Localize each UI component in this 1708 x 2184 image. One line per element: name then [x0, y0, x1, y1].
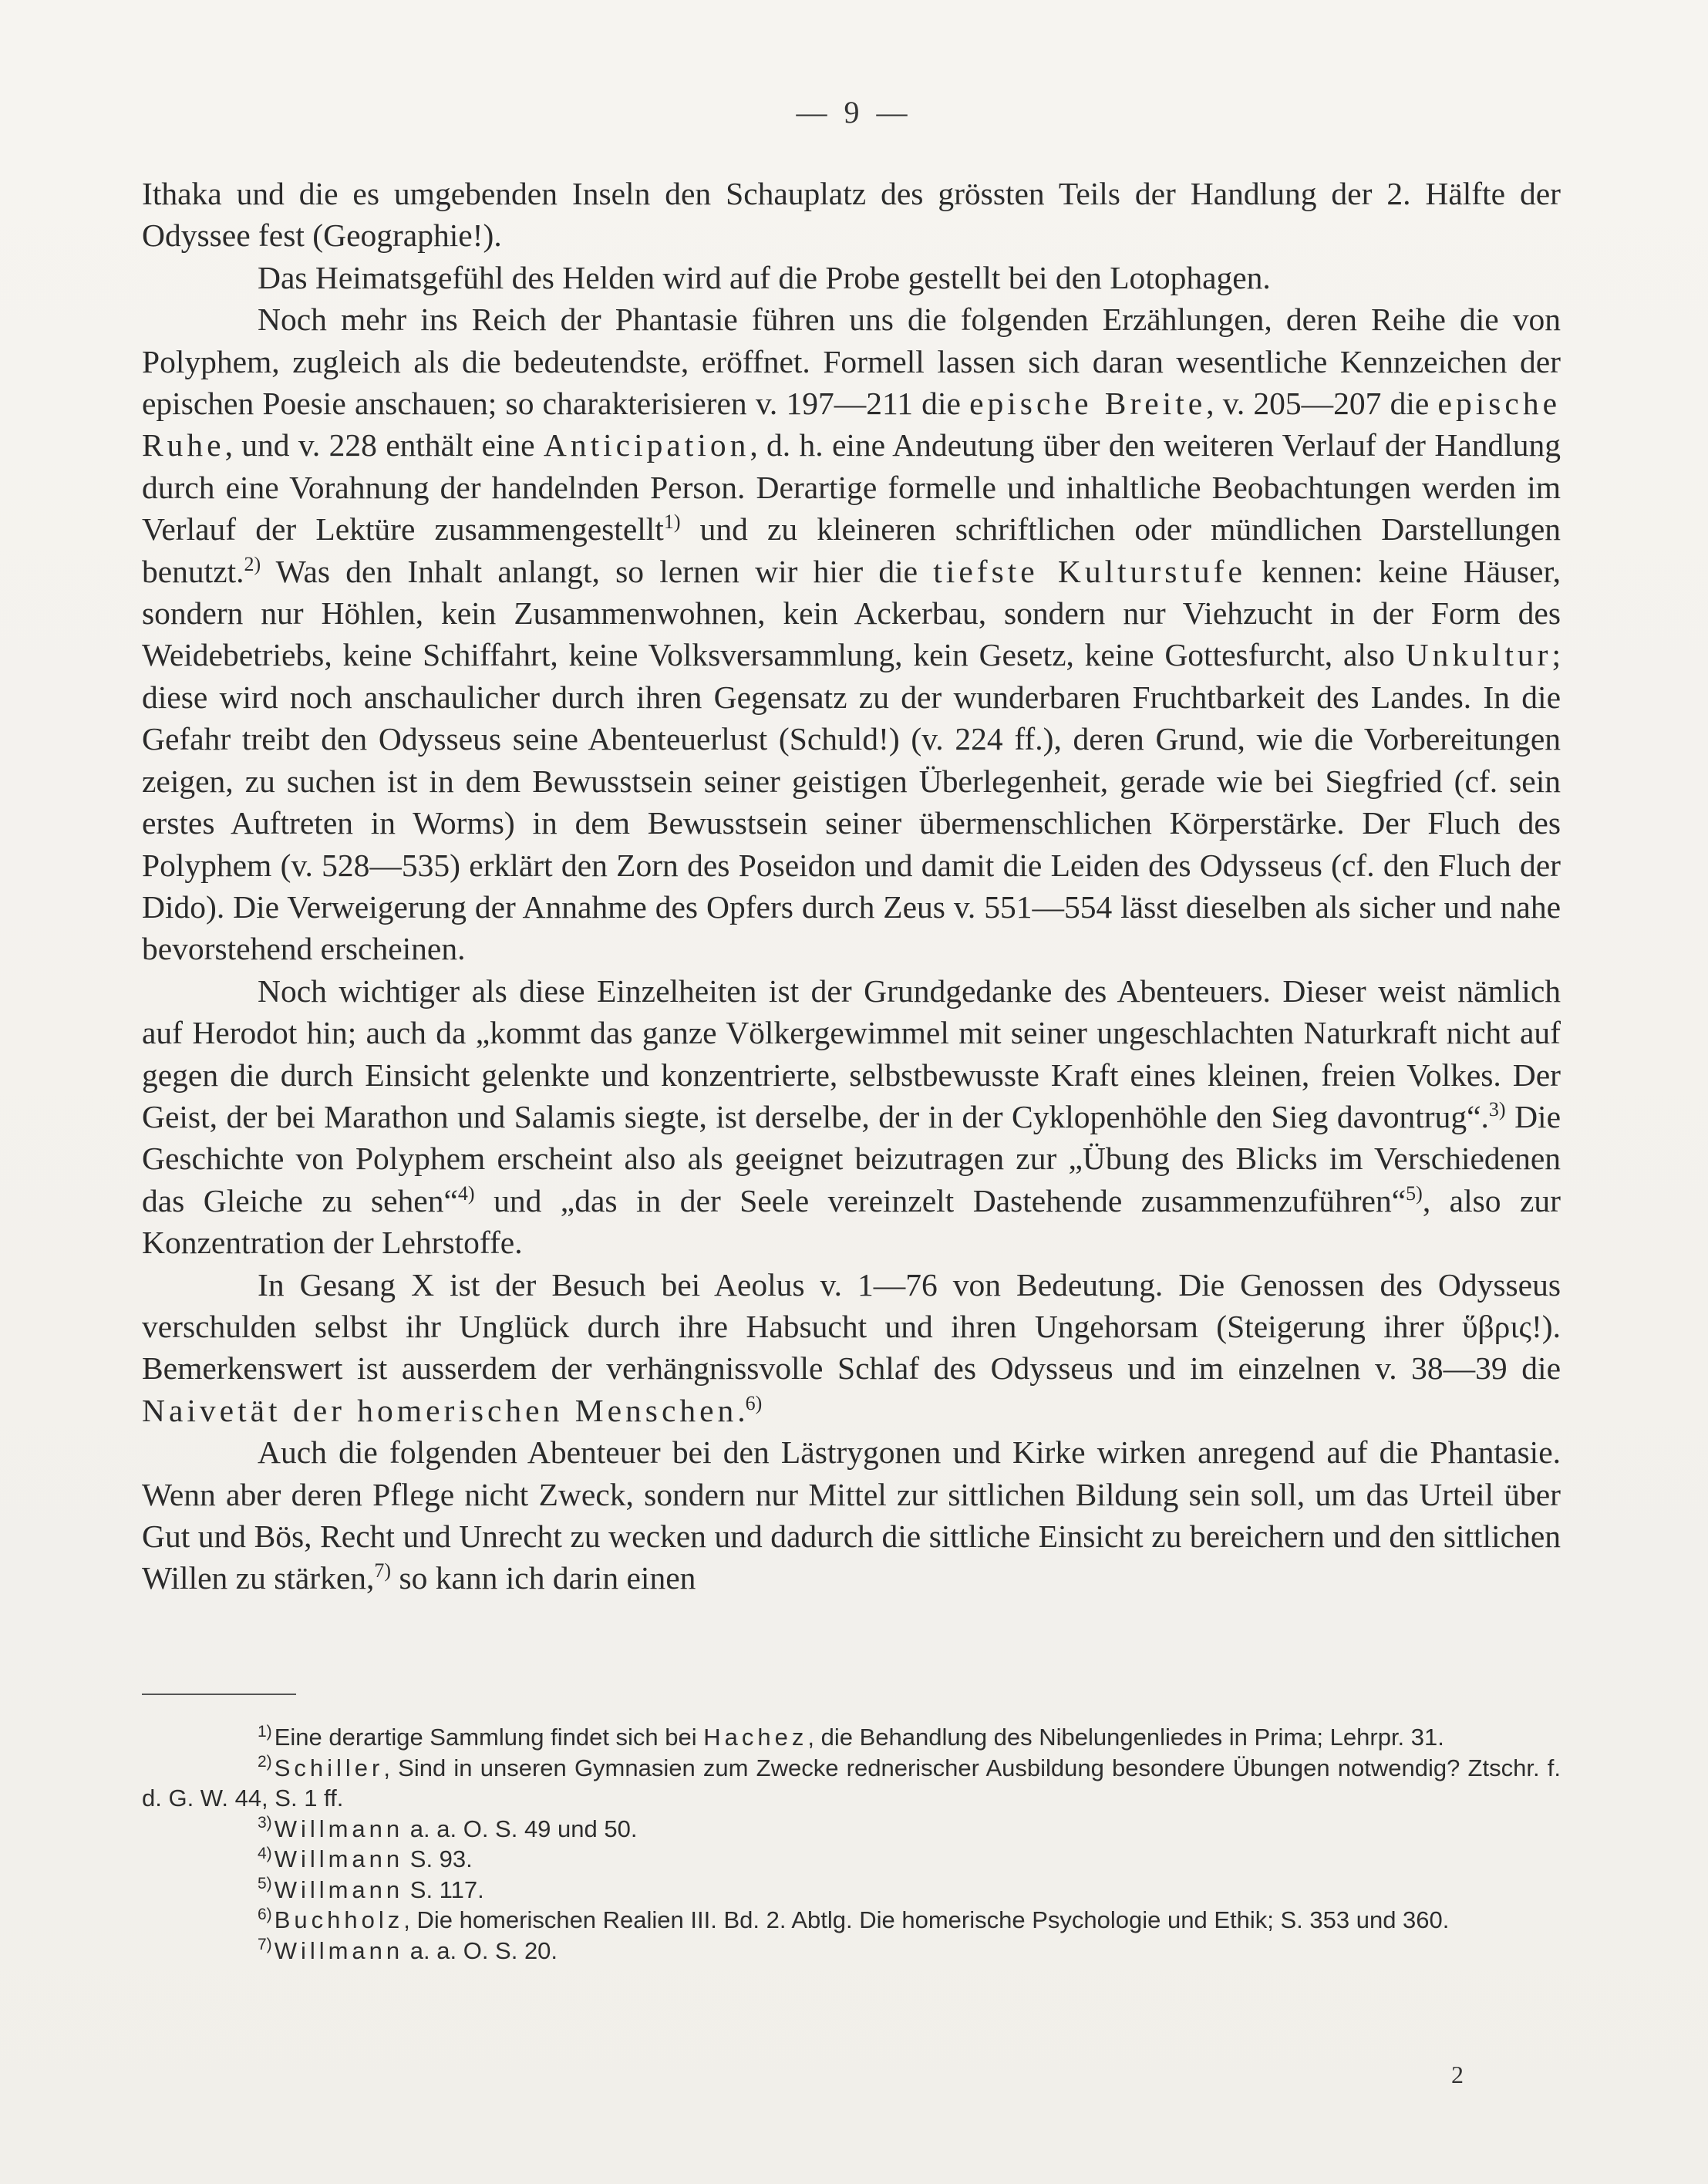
paragraph-p3 — [142, 298, 1561, 970]
text-run: , die Behandlung des Nibelungenliedes in Prima; Lehrpr. 31. — [807, 1724, 1444, 1751]
text-run: , Sind in unseren Gymnasien zum Zwecke rednerischer Ausbildung besondere Übungen notwendig? Ztschr. f. d. G. W. 44, S. 1 ff. — [142, 1754, 1561, 1812]
page-number-top: — 9 — — [796, 95, 912, 130]
text-run: ; diese wird noch anschaulicher durch ihren Gegensatz zu der wunderbaren Fruchtbarkeit des Landes. In die Gefahr treibt den Odysseus seine Abenteuerlust (Schuld!) (v. 224 ff.), deren Grund, wie die Vorbereitungen zeigen, zu suchen ist in dem Bewusstsein seiner geistigen Überlegenheit, gerade wie bei Siegfried (cf. sein erstes Auftreten in Worms) in dem Bewusstsein seiner übermenschlichen Körperstärke. Der Fluch des Polyphem (v. 528—535) erklärt den Zorn des Poseidon und damit die Leiden des Odysseus (cf. den Fluch der Dido). Die Verweigerung der Annahme des Opfers durch Zeus v. 551—554 lässt dieselben als sicher und nahe bevorstehend erscheinen. — [142, 637, 1561, 967]
footnote — [142, 1905, 1561, 1936]
text-run: Eine derartige Sammlung findet sich bei — [274, 1724, 704, 1751]
paragraph-p4 — [142, 970, 1561, 1264]
spaced-emphasis: Unkultur — [1405, 637, 1552, 673]
text-run: Das Heimatsgefühl des Helden wird auf die Probe gestellt bei den Lotophagen. — [258, 259, 1271, 295]
footnote-reference: 6) — [745, 1391, 763, 1414]
footnote — [142, 1722, 1561, 1753]
footnote-reference: 2) — [244, 552, 261, 575]
spaced-emphasis: Willmann — [274, 1936, 404, 1964]
text-run: Auch die folgenden Abenteuer bei den Lästrygonen und Kirke wirken anregend auf die Phantasie. Wenn aber deren Pflege nicht Zweck, sondern nur Mittel zur sittlichen Bildung sein soll, um das Urteil über Gut und Bös, Recht und Unrecht zu wecken und dadurch die sittliche Einsicht zu bereichern und den sittlichen Willen zu stärken, — [142, 1434, 1561, 1596]
text-run: so kann ich darin einen — [391, 1560, 696, 1596]
text-run: , und v. 228 enthält eine — [224, 427, 544, 463]
page-number-bottom: 2 — [1451, 2061, 1464, 2088]
spaced-emphasis: Naivetät der homerischen Menschen — [142, 1392, 738, 1428]
text-run: Was den Inhalt anlangt, so lernen wir hier die — [261, 553, 934, 589]
paragraph-p5 — [142, 1264, 1561, 1432]
footnote-reference: 5) — [1406, 1181, 1423, 1205]
text-run: Noch wichtiger als diese Einzelheiten ist der Grundgedanke des Abenteuers. Dieser weist nämlich auf Herodot hin; auch da „kommt das ganze Völkergewimmel mit seiner ungeschlachten Naturkraft nicht auf gegen die durch Einsicht gelenkte und konzentrierte, selbstbewusste Kraft eines kleinen, freien Volkes. Der Geist, der bei Marathon und Salamis siegte, ist derselbe, der in der Cyklopenhöhle den Sieg davontrug“. — [142, 972, 1561, 1134]
text-run: , Die homerischen Realien III. Bd. 2. Abtlg. Die homerische Psychologie und Ethik; S. 353 und 360. — [403, 1906, 1450, 1933]
footnote-reference: 1) — [663, 511, 681, 534]
spaced-emphasis: Willmann — [274, 1815, 404, 1842]
footnote — [142, 1844, 1561, 1875]
spaced-emphasis: Willmann — [274, 1845, 404, 1872]
text-run: In Gesang X ist der Besuch bei Aeolus v. 1—76 von Bedeutung. Die Genossen des Odysseus verschulden selbst ihr Unglück durch ihre Habsucht und ihren Ungehorsam (Steigerung ihrer ὕβρις!). Bemerkenswert ist ausserdem der verhängnissvolle Schlaf des Odysseus und im einzelnen v. 38—39 die — [142, 1266, 1561, 1387]
paragraph-p6 — [142, 1431, 1561, 1599]
footnote-mark: 6) — [258, 1905, 272, 1923]
footnote-reference: 7) — [374, 1559, 392, 1582]
paragraph-p2 — [142, 257, 1561, 298]
footnote-reference: 4) — [457, 1181, 475, 1205]
footnote-mark: 1) — [258, 1722, 272, 1741]
text-run: und „das in der Seele vereinzelt Dastehende zusammenzuführen“ — [474, 1182, 1406, 1218]
text-run: und zu kleineren schriftlichen oder mündlichen Darstellungen benutzt. — [142, 511, 1561, 589]
text-run: , v. 205—207 die — [1206, 386, 1438, 422]
text-run: . — [737, 1392, 746, 1428]
text-run: S. 93. — [403, 1845, 473, 1872]
footnote — [142, 1875, 1561, 1906]
text-run: , also zur Konzentration der Lehrstoffe. — [142, 1182, 1561, 1261]
footnote-mark: 3) — [258, 1814, 272, 1832]
text-run: Ithaka und die es umgebenden Inseln den Schauplatz des grössten Teils der Handlung der 2. Hälfte der Odyssee fest (Geographie!). — [142, 176, 1561, 254]
footnote — [142, 1814, 1561, 1845]
spaced-emphasis: Buchholz — [274, 1906, 404, 1933]
footnote — [142, 1753, 1561, 1814]
footnote-mark: 5) — [258, 1875, 272, 1893]
text-run: Noch mehr ins Reich der Phantasie führen uns die folgenden Erzählungen, deren Reihe die von Polyphem, zugleich als die bedeutendste, eröffnet. Formell lassen sich daran wesentliche Kennzeichen der epischen Poesie anschauen; so charakterisieren v. 197—211 die — [142, 302, 1561, 422]
text-run: kennen: keine Häuser, sondern nur Höhlen, kein Zusammenwohnen, kein Ackerbau, sondern nur Viehzucht in der Form des Weidebetriebs, keine Schiffahrt, keine Volksversammlung, kein Gesetz, keine Gottesfurcht, also — [142, 553, 1561, 673]
spaced-emphasis: tiefste Kulturstufe — [933, 553, 1246, 589]
footnote — [142, 1936, 1561, 1967]
text-run: a. a. O. S. 20. — [403, 1936, 558, 1964]
footnote-separator — [142, 1694, 296, 1695]
text-run: a. a. O. S. 49 und 50. — [403, 1815, 638, 1842]
text-run: Die Geschichte von Polyphem erscheint also als geeignet beizutragen zur „Übung des Blicks im Verschiedenen das Gleiche zu sehen“ — [142, 1098, 1561, 1218]
footnote-mark: 7) — [258, 1936, 272, 1954]
footnotes — [142, 1722, 1561, 1966]
spaced-emphasis: Hachez — [703, 1724, 808, 1751]
footnote-mark: 2) — [258, 1753, 272, 1771]
footnote-mark: 4) — [258, 1844, 272, 1862]
footnote-reference: 3) — [1488, 1098, 1506, 1121]
body-text — [142, 173, 1561, 1599]
spaced-emphasis: Schiller — [274, 1754, 384, 1781]
spaced-emphasis: Anticipation — [543, 427, 750, 463]
paragraph-p1 — [142, 173, 1561, 257]
spaced-emphasis: epische Breite — [969, 386, 1207, 422]
text-run: S. 117. — [403, 1876, 484, 1903]
spaced-emphasis: Willmann — [274, 1876, 404, 1903]
spaced-emphasis: epische Ruhe — [142, 386, 1561, 463]
text-run: , d. h. eine Andeutung über den weiteren Verlauf der Handlung durch eine Vorahnung der handelnden Person. Derartige formelle und inhaltliche Beobachtungen werden im Verlauf der Lektüre zusammengestellt — [142, 427, 1561, 548]
